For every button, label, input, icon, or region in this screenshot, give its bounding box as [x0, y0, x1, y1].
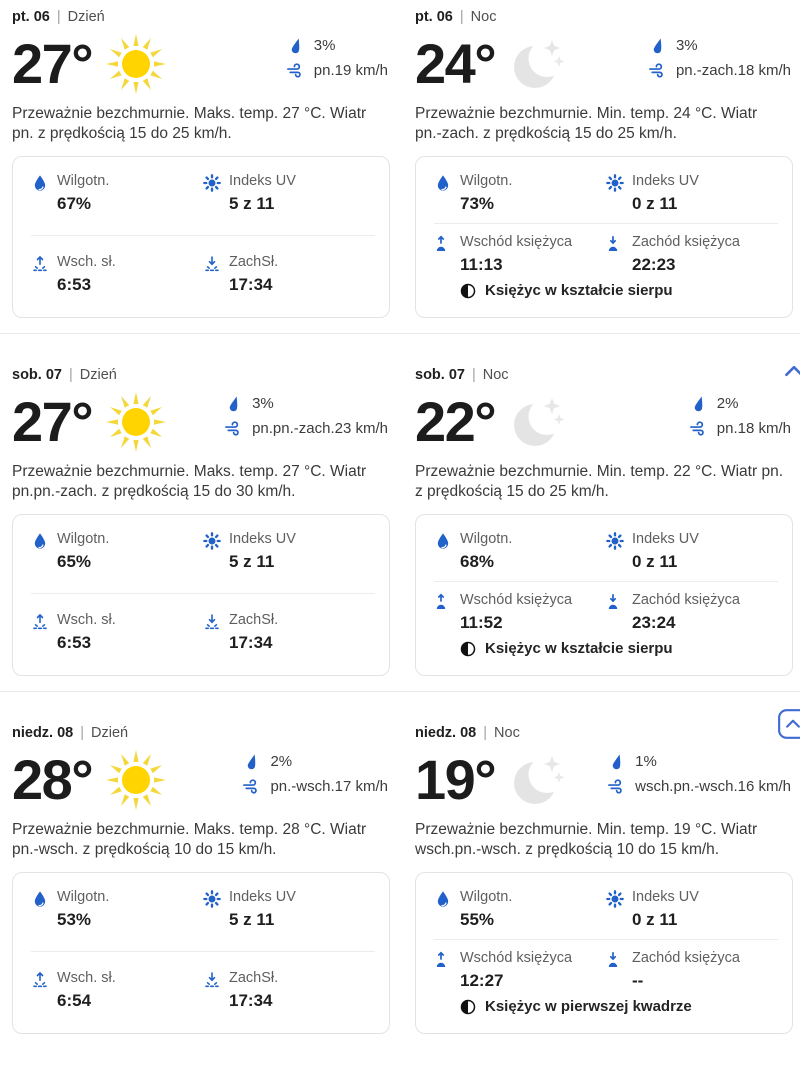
forecast-description: Przeważnie bezchmurnie. Min. temp. 19 °C. Wiatr wsch.pn.-wsch. z prędkością 10 do 15 km/h.	[415, 821, 758, 858]
wind-row	[224, 420, 388, 437]
card-date: niedz. 08	[12, 725, 74, 741]
uv-index-icon	[606, 174, 624, 192]
precipitation-icon	[242, 753, 259, 770]
wind-row	[607, 778, 791, 795]
forecast-description: Przeważnie bezchmurnie. Maks. temp. 27 °C. Wiatr pn.pn.-zach. z prędkością 15 do 30 km/h.	[12, 463, 367, 500]
precipitation-row	[607, 753, 657, 770]
precipitation-row	[224, 395, 274, 412]
wind-icon	[224, 420, 241, 437]
wind-icon	[286, 62, 303, 79]
humidity-icon	[434, 174, 452, 192]
uv-item	[606, 530, 778, 572]
precipitation-row	[286, 37, 336, 54]
panel-divider	[434, 939, 778, 940]
moonrise-label: Wschód księżyca	[460, 234, 573, 250]
precipitation-value: 2%	[716, 395, 739, 412]
moonset-icon	[606, 593, 624, 611]
moonrise-item	[434, 233, 606, 275]
humidity-label: Wilgotn.	[57, 889, 110, 905]
humidity-item	[31, 172, 203, 214]
sunset-item	[203, 611, 375, 653]
sunrise-value: 6:54	[57, 991, 92, 1010]
uv-item	[203, 172, 375, 214]
humidity-icon	[31, 890, 49, 908]
sunset-icon	[203, 613, 221, 631]
sunrise-label: Wsch. sł.	[57, 612, 116, 628]
wind-icon	[689, 420, 706, 437]
humidity-item	[31, 888, 203, 930]
metrics-block	[242, 748, 388, 795]
sunrise-icon	[31, 255, 49, 273]
moon-phase-label: Księżyc w kształcie sierpu	[485, 640, 673, 657]
forecast-section-day2	[0, 333, 800, 691]
temperature-value: 27°	[12, 32, 93, 95]
card-date: niedz. 08	[415, 725, 477, 741]
forecast-card-night	[415, 366, 793, 676]
moon-phase-label: Księżyc w kształcie sierpu	[485, 282, 673, 299]
card-period: Dzień	[91, 725, 129, 741]
panel-divider	[434, 223, 778, 224]
temperature-row	[415, 748, 793, 812]
moonset-label: Zachód księżyca	[632, 234, 740, 250]
humidity-value: 73%	[460, 194, 495, 213]
humidity-item	[434, 172, 606, 214]
moonset-item	[606, 591, 778, 633]
card-header	[12, 366, 390, 384]
card-period: Dzień	[79, 367, 117, 383]
sunrise-icon	[31, 971, 49, 989]
card-date: sob. 07	[415, 367, 465, 383]
moonrise-value: 12:27	[460, 971, 504, 990]
forecast-description: Przeważnie bezchmurnie. Min. temp. 24 °C. Wiatr pn.-zach. z prędkością 15 do 25 km/h.	[415, 105, 758, 142]
humidity-icon	[31, 174, 49, 192]
header-separator: |	[471, 367, 476, 383]
uv-index-icon	[606, 890, 624, 908]
metrics-block	[224, 390, 388, 437]
wind-icon	[607, 778, 624, 795]
moonrise-icon	[434, 593, 452, 611]
sunny-icon	[104, 32, 168, 96]
uv-value: 0 z 11	[632, 552, 678, 571]
temperature-row	[12, 32, 390, 96]
forecast-description: Przeważnie bezchmurnie. Min. temp. 22 °C. Wiatr pn. z prędkością 15 do 25 km/h.	[415, 463, 784, 500]
uv-item	[606, 172, 778, 214]
sunset-label: ZachSł.	[229, 612, 279, 628]
humidity-value: 65%	[57, 552, 92, 571]
humidity-item	[31, 530, 203, 572]
moonrise-item	[434, 949, 606, 991]
panel-divider	[31, 593, 375, 594]
uv-label: Indeks UV	[229, 531, 296, 547]
metrics-block	[607, 748, 791, 795]
temperature-value: 19°	[415, 748, 496, 811]
details-panel	[415, 156, 793, 318]
sunrise-item	[31, 611, 203, 653]
uv-item	[606, 888, 778, 930]
uv-value: 0 z 11	[632, 194, 678, 213]
temperature-row	[12, 748, 390, 812]
uv-label: Indeks UV	[632, 889, 699, 905]
card-header	[415, 8, 793, 26]
humidity-icon	[434, 532, 452, 550]
sunrise-label: Wsch. sł.	[57, 254, 116, 270]
temperature-value: 28°	[12, 748, 93, 811]
precipitation-value: 3%	[252, 395, 274, 412]
moonset-icon	[606, 235, 624, 253]
uv-index-icon	[203, 890, 221, 908]
uv-value: 0 z 11	[632, 910, 678, 929]
moonrise-label: Wschód księżyca	[460, 950, 573, 966]
wind-value: pn.pn.-zach.23 km/h	[252, 420, 388, 437]
card-header	[415, 366, 793, 384]
temperature-row	[415, 32, 793, 96]
card-period: Noc	[482, 367, 509, 383]
moon-phase-icon	[460, 641, 476, 657]
sunset-value: 17:34	[229, 991, 273, 1010]
scroll-top-button[interactable]	[777, 708, 800, 740]
moon-phase-row	[460, 998, 778, 1015]
precipitation-value: 3%	[313, 37, 336, 54]
header-separator: |	[483, 725, 488, 741]
uv-value: 5 z 11	[229, 910, 275, 929]
card-date: pt. 06	[12, 9, 50, 25]
sunset-icon	[203, 971, 221, 989]
moonset-value: 22:23	[632, 255, 676, 274]
details-panel	[415, 514, 793, 676]
panel-divider	[31, 235, 375, 236]
panel-divider	[434, 581, 778, 582]
humidity-label: Wilgotn.	[460, 173, 513, 189]
forecast-card-day	[12, 366, 390, 676]
moon-phase-icon	[460, 999, 476, 1015]
temperature-value: 22°	[415, 390, 496, 453]
precipitation-value: 1%	[635, 753, 657, 770]
details-panel	[12, 872, 390, 1034]
card-header	[12, 724, 390, 742]
metrics-block	[689, 390, 791, 437]
moonrise-icon	[434, 235, 452, 253]
sunrise-item	[31, 969, 203, 1011]
uv-index-icon	[203, 532, 221, 550]
moonrise-value: 11:13	[460, 255, 503, 274]
metrics-block	[648, 32, 791, 79]
card-date: sob. 07	[12, 367, 62, 383]
clear-night-icon	[507, 748, 571, 812]
forecast-card-day	[12, 8, 390, 318]
precipitation-value: 2%	[270, 753, 293, 770]
temperature-row	[415, 390, 793, 454]
forecast-card-day	[12, 724, 390, 1034]
uv-label: Indeks UV	[632, 173, 699, 189]
precipitation-icon	[607, 753, 624, 770]
metrics-block	[286, 32, 388, 79]
humidity-icon	[31, 532, 49, 550]
temperature-value: 27°	[12, 390, 93, 453]
forecast-description: Przeważnie bezchmurnie. Maks. temp. 27 °C. Wiatr pn. z prędkością 15 do 25 km/h.	[12, 105, 367, 142]
moonset-icon	[606, 951, 624, 969]
forecast-section-day3	[0, 691, 800, 1049]
header-separator: |	[56, 9, 61, 25]
wind-value: pn.-wsch.17 km/h	[270, 778, 388, 795]
wind-value: pn.-zach.18 km/h	[675, 62, 791, 79]
card-header	[415, 724, 793, 742]
precipitation-icon	[224, 395, 241, 412]
moonset-value: 23:24	[632, 613, 676, 632]
humidity-label: Wilgotn.	[460, 531, 513, 547]
humidity-value: 68%	[460, 552, 495, 571]
precipitation-row	[689, 395, 739, 412]
temperature-value: 24°	[415, 32, 496, 95]
sunset-value: 17:34	[229, 633, 273, 652]
wind-icon	[648, 62, 665, 79]
sunset-item	[203, 253, 375, 295]
card-period: Dzień	[67, 9, 105, 25]
clear-night-icon	[507, 390, 571, 454]
uv-value: 5 z 11	[229, 194, 275, 213]
wind-row	[689, 420, 791, 437]
wind-icon	[242, 778, 259, 795]
panel-divider	[31, 951, 375, 952]
humidity-icon	[434, 890, 452, 908]
sunset-item	[203, 969, 375, 1011]
details-panel	[12, 514, 390, 676]
precipitation-icon	[648, 37, 665, 54]
sunset-value: 17:34	[229, 275, 273, 294]
header-separator: |	[68, 367, 73, 383]
moonset-item	[606, 233, 778, 275]
moonset-label: Zachód księżyca	[632, 950, 740, 966]
forecast-card-night	[415, 8, 793, 318]
humidity-value: 55%	[460, 910, 495, 929]
moonrise-value: 11:52	[460, 613, 503, 632]
card-period: Noc	[470, 9, 497, 25]
moonset-item	[606, 949, 778, 991]
humidity-item	[434, 888, 606, 930]
header-separator: |	[80, 725, 85, 741]
moonset-value: --	[632, 971, 644, 990]
sunrise-item	[31, 253, 203, 295]
wind-row	[242, 778, 388, 795]
sunset-label: ZachSł.	[229, 970, 279, 986]
uv-index-icon	[203, 174, 221, 192]
humidity-value: 53%	[57, 910, 92, 929]
precipitation-icon	[286, 37, 303, 54]
wind-row	[286, 62, 388, 79]
sunset-label: ZachSł.	[229, 254, 279, 270]
moonrise-item	[434, 591, 606, 633]
wind-row	[648, 62, 791, 79]
sunrise-value: 6:53	[57, 275, 92, 294]
moonset-label: Zachód księżyca	[632, 592, 740, 608]
temperature-row	[12, 390, 390, 454]
forecast-section-day1	[0, 0, 800, 333]
precipitation-icon	[689, 395, 706, 412]
card-header	[12, 8, 390, 26]
details-panel	[415, 872, 793, 1034]
humidity-value: 67%	[57, 194, 92, 213]
collapse-chevron-icon[interactable]	[781, 358, 800, 384]
moonrise-icon	[434, 951, 452, 969]
uv-item	[203, 530, 375, 572]
card-date: pt. 06	[415, 9, 453, 25]
clear-night-icon	[507, 32, 571, 96]
forecast-description: Przeważnie bezchmurnie. Maks. temp. 28 °C. Wiatr pn.-wsch. z prędkością 10 do 15 km/h.	[12, 821, 367, 858]
sunrise-value: 6:53	[57, 633, 92, 652]
uv-item	[203, 888, 375, 930]
moon-phase-label: Księżyc w pierwszej kwadrze	[485, 998, 692, 1015]
sunny-icon	[104, 390, 168, 454]
details-panel	[12, 156, 390, 318]
uv-value: 5 z 11	[229, 552, 275, 571]
humidity-label: Wilgotn.	[57, 173, 110, 189]
uv-index-icon	[606, 532, 624, 550]
moon-phase-row	[460, 640, 778, 657]
forecast-card-night	[415, 724, 793, 1034]
moon-phase-icon	[460, 283, 476, 299]
sunrise-icon	[31, 613, 49, 631]
wind-value: wsch.pn.-wsch.16 km/h	[635, 778, 791, 795]
uv-label: Indeks UV	[229, 173, 296, 189]
precipitation-row	[242, 753, 292, 770]
wind-value: pn.19 km/h	[313, 62, 388, 79]
precipitation-row	[648, 37, 698, 54]
header-separator: |	[459, 9, 464, 25]
moonrise-label: Wschód księżyca	[460, 592, 573, 608]
uv-label: Indeks UV	[632, 531, 699, 547]
sunrise-label: Wsch. sł.	[57, 970, 116, 986]
card-period: Noc	[494, 725, 520, 741]
wind-value: pn.18 km/h	[716, 420, 791, 437]
sunset-icon	[203, 255, 221, 273]
precipitation-value: 3%	[675, 37, 698, 54]
humidity-label: Wilgotn.	[57, 531, 110, 547]
uv-label: Indeks UV	[229, 889, 296, 905]
humidity-item	[434, 530, 606, 572]
moon-phase-row	[460, 282, 778, 299]
sunny-icon	[104, 748, 168, 812]
humidity-label: Wilgotn.	[460, 889, 513, 905]
